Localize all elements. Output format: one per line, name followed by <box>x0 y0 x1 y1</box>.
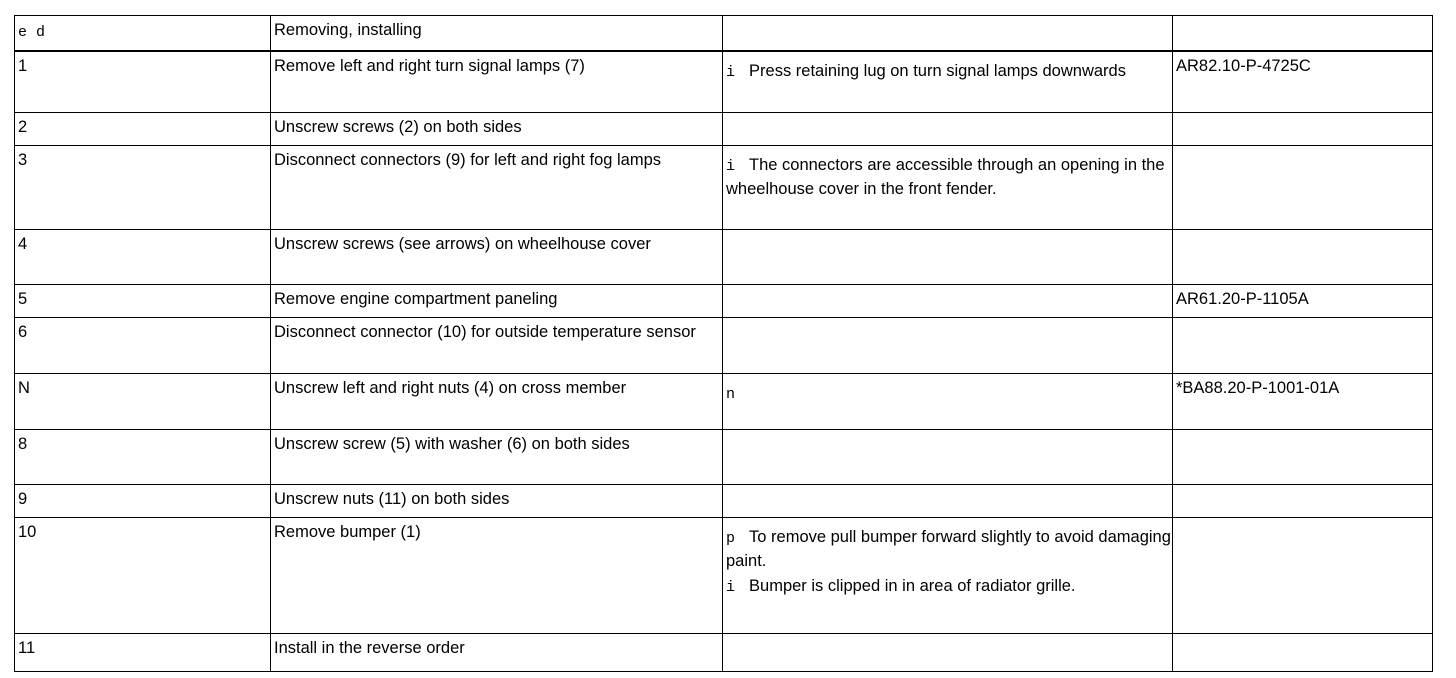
info-icon: i <box>726 579 736 596</box>
step-number: 4 <box>18 235 28 253</box>
step-action: Remove engine compartment paneling <box>274 290 558 308</box>
header-step-label: e d <box>18 24 46 41</box>
step-action: Unscrew nuts (11) on both sides <box>274 490 510 508</box>
note-text: To remove pull bumper forward slightly to avoid damaging paint. <box>726 528 1171 570</box>
table-row <box>15 146 1433 230</box>
info-icon: i <box>726 63 736 81</box>
table-row <box>15 430 1433 485</box>
procedure-table <box>14 15 1433 672</box>
step-action: Disconnect connector (10) for outside temperature sensor <box>274 323 696 341</box>
step-note <box>726 518 1172 572</box>
step-number: 10 <box>18 523 37 541</box>
step-number: 3 <box>18 151 28 169</box>
step-note <box>726 374 1172 406</box>
reference-link[interactable] <box>1176 230 1432 233</box>
reference-link[interactable] <box>1176 634 1432 637</box>
step-number: N <box>18 379 30 397</box>
table-row <box>15 485 1433 518</box>
note-text: Bumper is clipped in in area of radiator grille. <box>749 577 1076 595</box>
step-number: 8 <box>18 435 28 453</box>
reference-link[interactable]: *BA88.20-P-1001-01A <box>1176 379 1340 397</box>
reference-link[interactable] <box>1176 113 1432 116</box>
reference-link[interactable] <box>1176 485 1432 488</box>
table-row <box>15 318 1433 374</box>
step-note <box>726 146 1172 200</box>
step-note <box>726 52 1172 84</box>
table-row <box>15 374 1433 430</box>
header-ref-cell <box>1173 16 1433 51</box>
step-action: Unscrew screws (2) on both sides <box>274 118 522 136</box>
step-number: 5 <box>18 290 28 308</box>
header-step-cell <box>15 16 271 51</box>
step-action: Unscrew left and right nuts (4) on cross member <box>274 379 627 397</box>
reference-link[interactable] <box>1176 318 1432 321</box>
table-row <box>15 230 1433 285</box>
reference-link[interactable]: AR82.10-P-4725C <box>1176 56 1311 75</box>
repair-procedure-document <box>14 15 1432 672</box>
reference-link[interactable]: AR61.20-P-1105A <box>1176 290 1309 308</box>
procedure-title: Removing, installing <box>274 21 422 39</box>
step-action: Remove left and right turn signal lamps (7) <box>274 56 585 75</box>
step-number: 11 <box>18 639 36 657</box>
table-row <box>15 113 1433 146</box>
caution-icon: p <box>726 530 736 547</box>
step-action: Unscrew screw (5) with washer (6) on both sides <box>274 435 630 453</box>
note-text: Press retaining lug on turn signal lamps downwards <box>749 61 1126 80</box>
step-action: Install in the reverse order <box>274 639 465 657</box>
step-number: 6 <box>18 323 28 341</box>
info-icon: i <box>726 158 736 175</box>
step-action: Remove bumper (1) <box>274 523 421 541</box>
table-row <box>15 285 1433 318</box>
step-action: Unscrew screws (see arrows) on wheelhouse cover <box>274 235 651 253</box>
note-icon: n <box>726 386 736 403</box>
header-notes-cell <box>723 16 1173 51</box>
step-number: 2 <box>18 118 28 136</box>
step-action: Disconnect connectors (9) for left and right fog lamps <box>274 151 662 169</box>
table-row <box>15 51 1433 113</box>
reference-link[interactable] <box>1176 518 1432 521</box>
table-header-row <box>15 16 1433 51</box>
note-text: The connectors are accessible through an opening in the wheelhouse cover in the front fender. <box>726 156 1165 198</box>
table-row <box>15 634 1433 672</box>
step-number: 1 <box>18 56 28 75</box>
reference-link[interactable] <box>1176 430 1432 433</box>
step-number: 9 <box>18 490 28 508</box>
step-note <box>726 572 1172 599</box>
header-title-cell <box>271 16 723 51</box>
reference-link[interactable] <box>1176 146 1432 149</box>
table-row <box>15 518 1433 634</box>
